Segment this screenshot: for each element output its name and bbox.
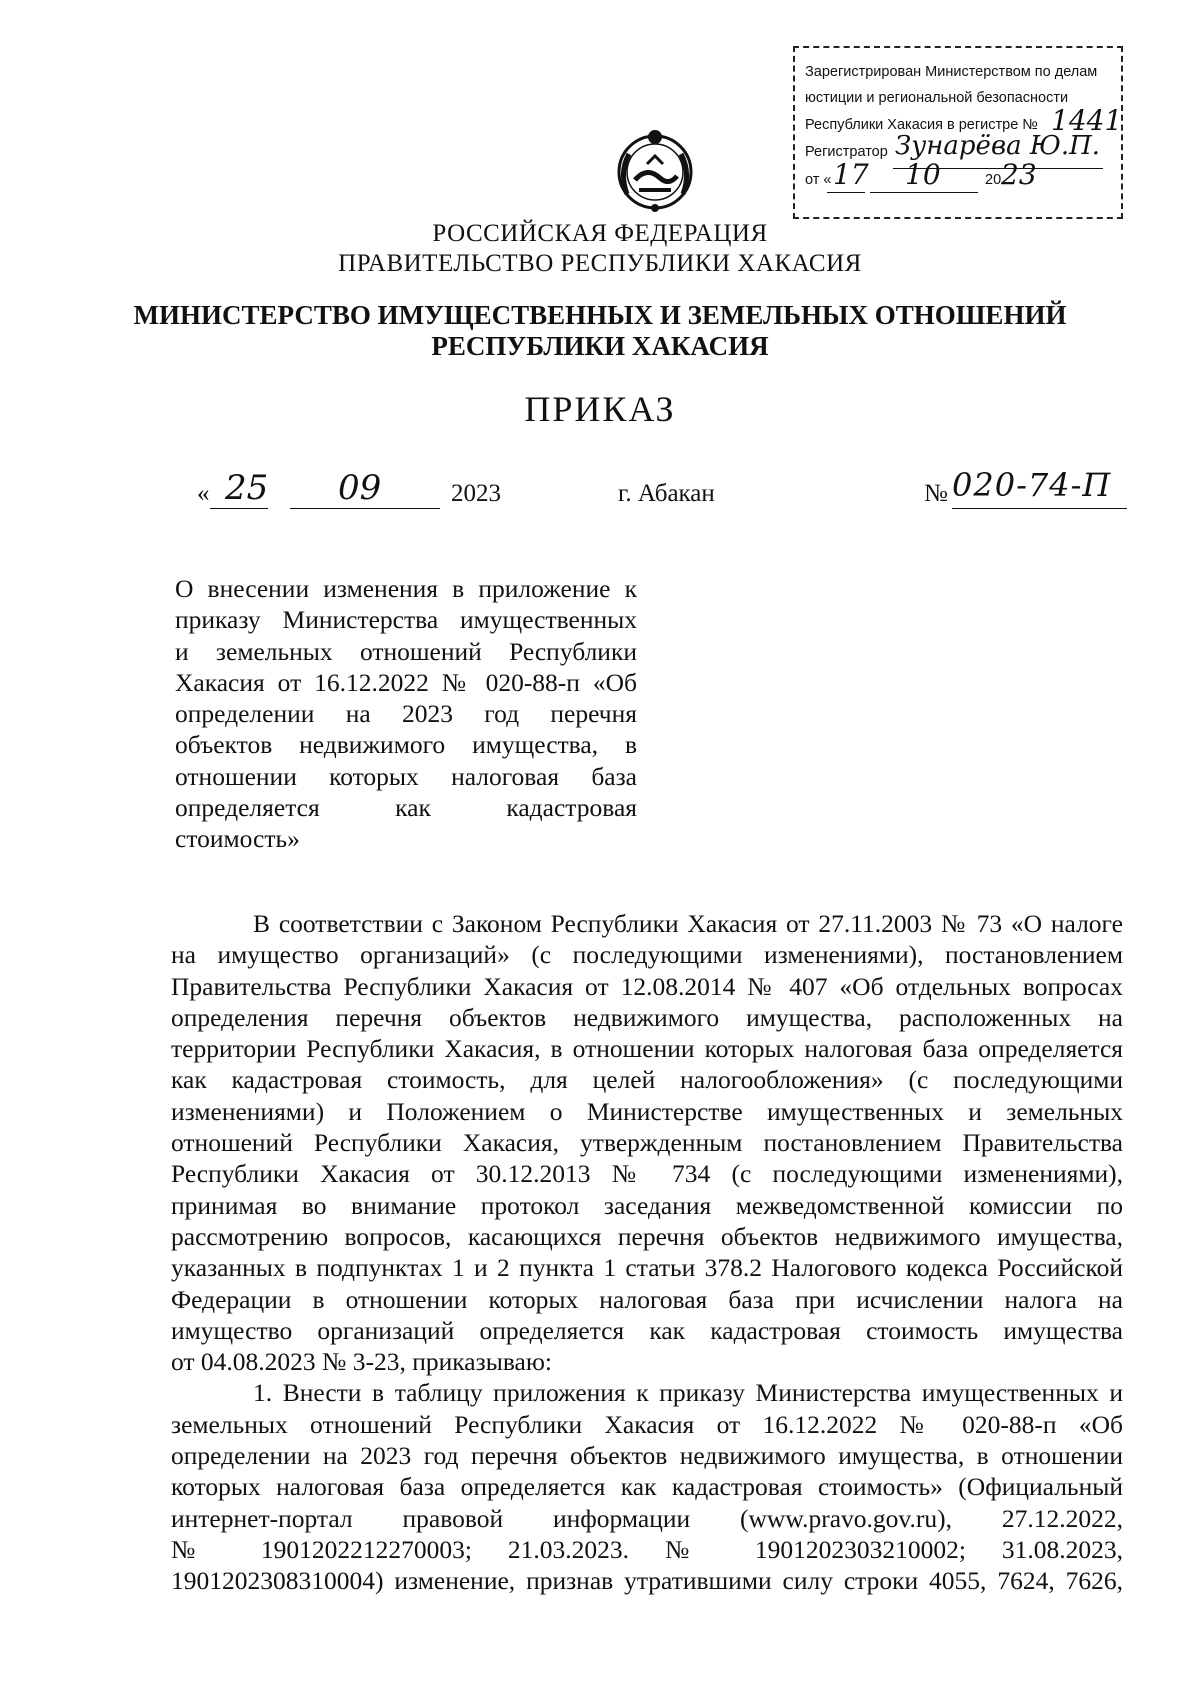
body-line: Республики Хакасия от 30.12.2013 № 734 (с последующими изменениями), bbox=[171, 1159, 1123, 1189]
city-name: г. Абакан bbox=[618, 480, 715, 507]
date-open-quote: « bbox=[197, 480, 210, 507]
date-year: 2023 bbox=[451, 480, 501, 507]
subject-line: приказу Министерства имущественных bbox=[175, 605, 637, 635]
stamp-date-prefix: от « bbox=[805, 172, 832, 188]
stamp-month-underline bbox=[870, 192, 978, 193]
body-line: 1. Внести в таблицу приложения к приказу Министерства имущественных и bbox=[253, 1378, 1123, 1408]
stamp-date-year: 23 bbox=[1001, 158, 1037, 191]
order-number-underline bbox=[952, 508, 1127, 509]
date-day-underline bbox=[210, 508, 268, 509]
body-line: Правительства Республики Хакасия от 12.08.2014 № 407 «Об отдельных вопросах bbox=[171, 971, 1123, 1001]
body-line: интернет-портал правовой информации (www.pravo.gov.ru), 27.12.2022, bbox=[171, 1503, 1123, 1533]
date-day-handwritten: 25 bbox=[225, 468, 269, 508]
order-body bbox=[171, 908, 1123, 1597]
coat-of-arms-emblem bbox=[605, 120, 705, 220]
stamp-line-1: Зарегистрирован Министерством по делам bbox=[805, 64, 1098, 80]
subject-line: определении на 2023 год перечня bbox=[175, 699, 637, 729]
stamp-registry-number: 1441 bbox=[1051, 104, 1123, 137]
body-line: как кадастровая стоимость, для целей налогообложения» (с последующими bbox=[171, 1065, 1123, 1095]
body-line: указанных в подпунктах 1 и 2 пункта 1 статьи 378.2 Налогового кодекса Российской bbox=[171, 1253, 1123, 1283]
stamp-date-month: 10 bbox=[905, 158, 941, 191]
document-type-title: ПРИКАЗ bbox=[524, 389, 676, 429]
stamp-registrar-signature: Зунарёва Ю.П. bbox=[895, 131, 1101, 161]
registration-stamp bbox=[793, 46, 1123, 219]
header-country: РОССИЙСКАЯ ФЕДЕРАЦИЯ bbox=[432, 220, 768, 247]
body-line: от 04.08.2023 № 3-23, приказываю: bbox=[171, 1347, 552, 1377]
body-line: на имущество организаций» (с последующими изменениями), постановлением bbox=[171, 940, 1123, 970]
subject-line: О внесении изменения в приложение к bbox=[175, 574, 637, 603]
body-line: № 1901202212270003; 21.03.2023. № 1901202303210002; 31.08.2023, bbox=[171, 1534, 1123, 1564]
body-line: территории Республики Хакасия, в отношении которых налоговая база определяется bbox=[171, 1034, 1123, 1064]
subject-line: Хакасия от 16.12.2022 № 020-88-п «Об bbox=[175, 667, 637, 697]
body-line: имущество организаций определяется как кадастровая стоимость имущества bbox=[171, 1315, 1123, 1345]
ministry-name-line-1: МИНИСТЕРСТВО ИМУЩЕСТВЕННЫХ И ЗЕМЕЛЬНЫХ ОТНОШЕНИЙ bbox=[133, 300, 1067, 330]
body-line: принимая во внимание протокол заседания межведомственной комиссии по bbox=[171, 1190, 1123, 1220]
date-month-underline bbox=[290, 508, 440, 509]
subject-line: стоимость» bbox=[175, 824, 300, 854]
body-line: которых налоговая база определяется как кадастровая стоимость» (Официальный bbox=[171, 1472, 1123, 1502]
body-line: земельных отношений Республики Хакасия от 16.12.2022 № 020-88-п «Об bbox=[171, 1409, 1123, 1439]
stamp-line-3: Республики Хакасия в регистре № bbox=[805, 117, 1038, 133]
body-line: определения перечня объектов недвижимого имущества, расположенных на bbox=[171, 1002, 1123, 1032]
subject-line: определяется как кадастровая bbox=[175, 793, 637, 823]
body-line: В соответствии с Законом Республики Хакасия от 27.11.2003 № 73 «О налоге bbox=[253, 909, 1123, 938]
subject-line: и земельных отношений Республики bbox=[175, 636, 637, 666]
stamp-line-2: юстиции и региональной безопасности bbox=[805, 90, 1069, 106]
header-government: ПРАВИТЕЛЬСТВО РЕСПУБЛИКИ ХАКАСИЯ bbox=[338, 250, 862, 277]
body-line: рассмотрению вопросов, касающихся перечня объектов недвижимого имущества, bbox=[171, 1221, 1123, 1251]
order-number-handwritten: 020-74-П bbox=[952, 466, 1112, 504]
ministry-name-line-2: РЕСПУБЛИКИ ХАКАСИЯ bbox=[431, 331, 769, 361]
body-line: изменениями) и Положением о Министерстве имущественных и земельных bbox=[171, 1096, 1123, 1126]
stamp-date-day: 17 bbox=[833, 158, 869, 191]
subject-line: объектов недвижимого имущества, в bbox=[175, 730, 637, 760]
stamp-day-underline bbox=[827, 192, 865, 193]
order-subject bbox=[175, 573, 637, 855]
body-line: Федерации в отношении которых налоговая база при исчислении налога на bbox=[171, 1284, 1123, 1314]
body-line: отношений Республики Хакасия, утвержденным постановлением Правительства bbox=[171, 1128, 1123, 1158]
body-line: 1901202308310004) изменение, признав утратившими силу строки 4055, 7624, 7626, bbox=[171, 1566, 1123, 1596]
body-line: определении на 2023 год перечня объектов недвижимого имущества, в отношении bbox=[171, 1441, 1123, 1471]
date-month-handwritten: 09 bbox=[338, 468, 382, 508]
order-number-prefix: № bbox=[924, 480, 948, 507]
stamp-year-prefix: 20 bbox=[985, 172, 1002, 188]
stamp-line-4: Регистратор bbox=[805, 144, 888, 160]
subject-line: отношении которых налоговая база bbox=[175, 761, 637, 791]
